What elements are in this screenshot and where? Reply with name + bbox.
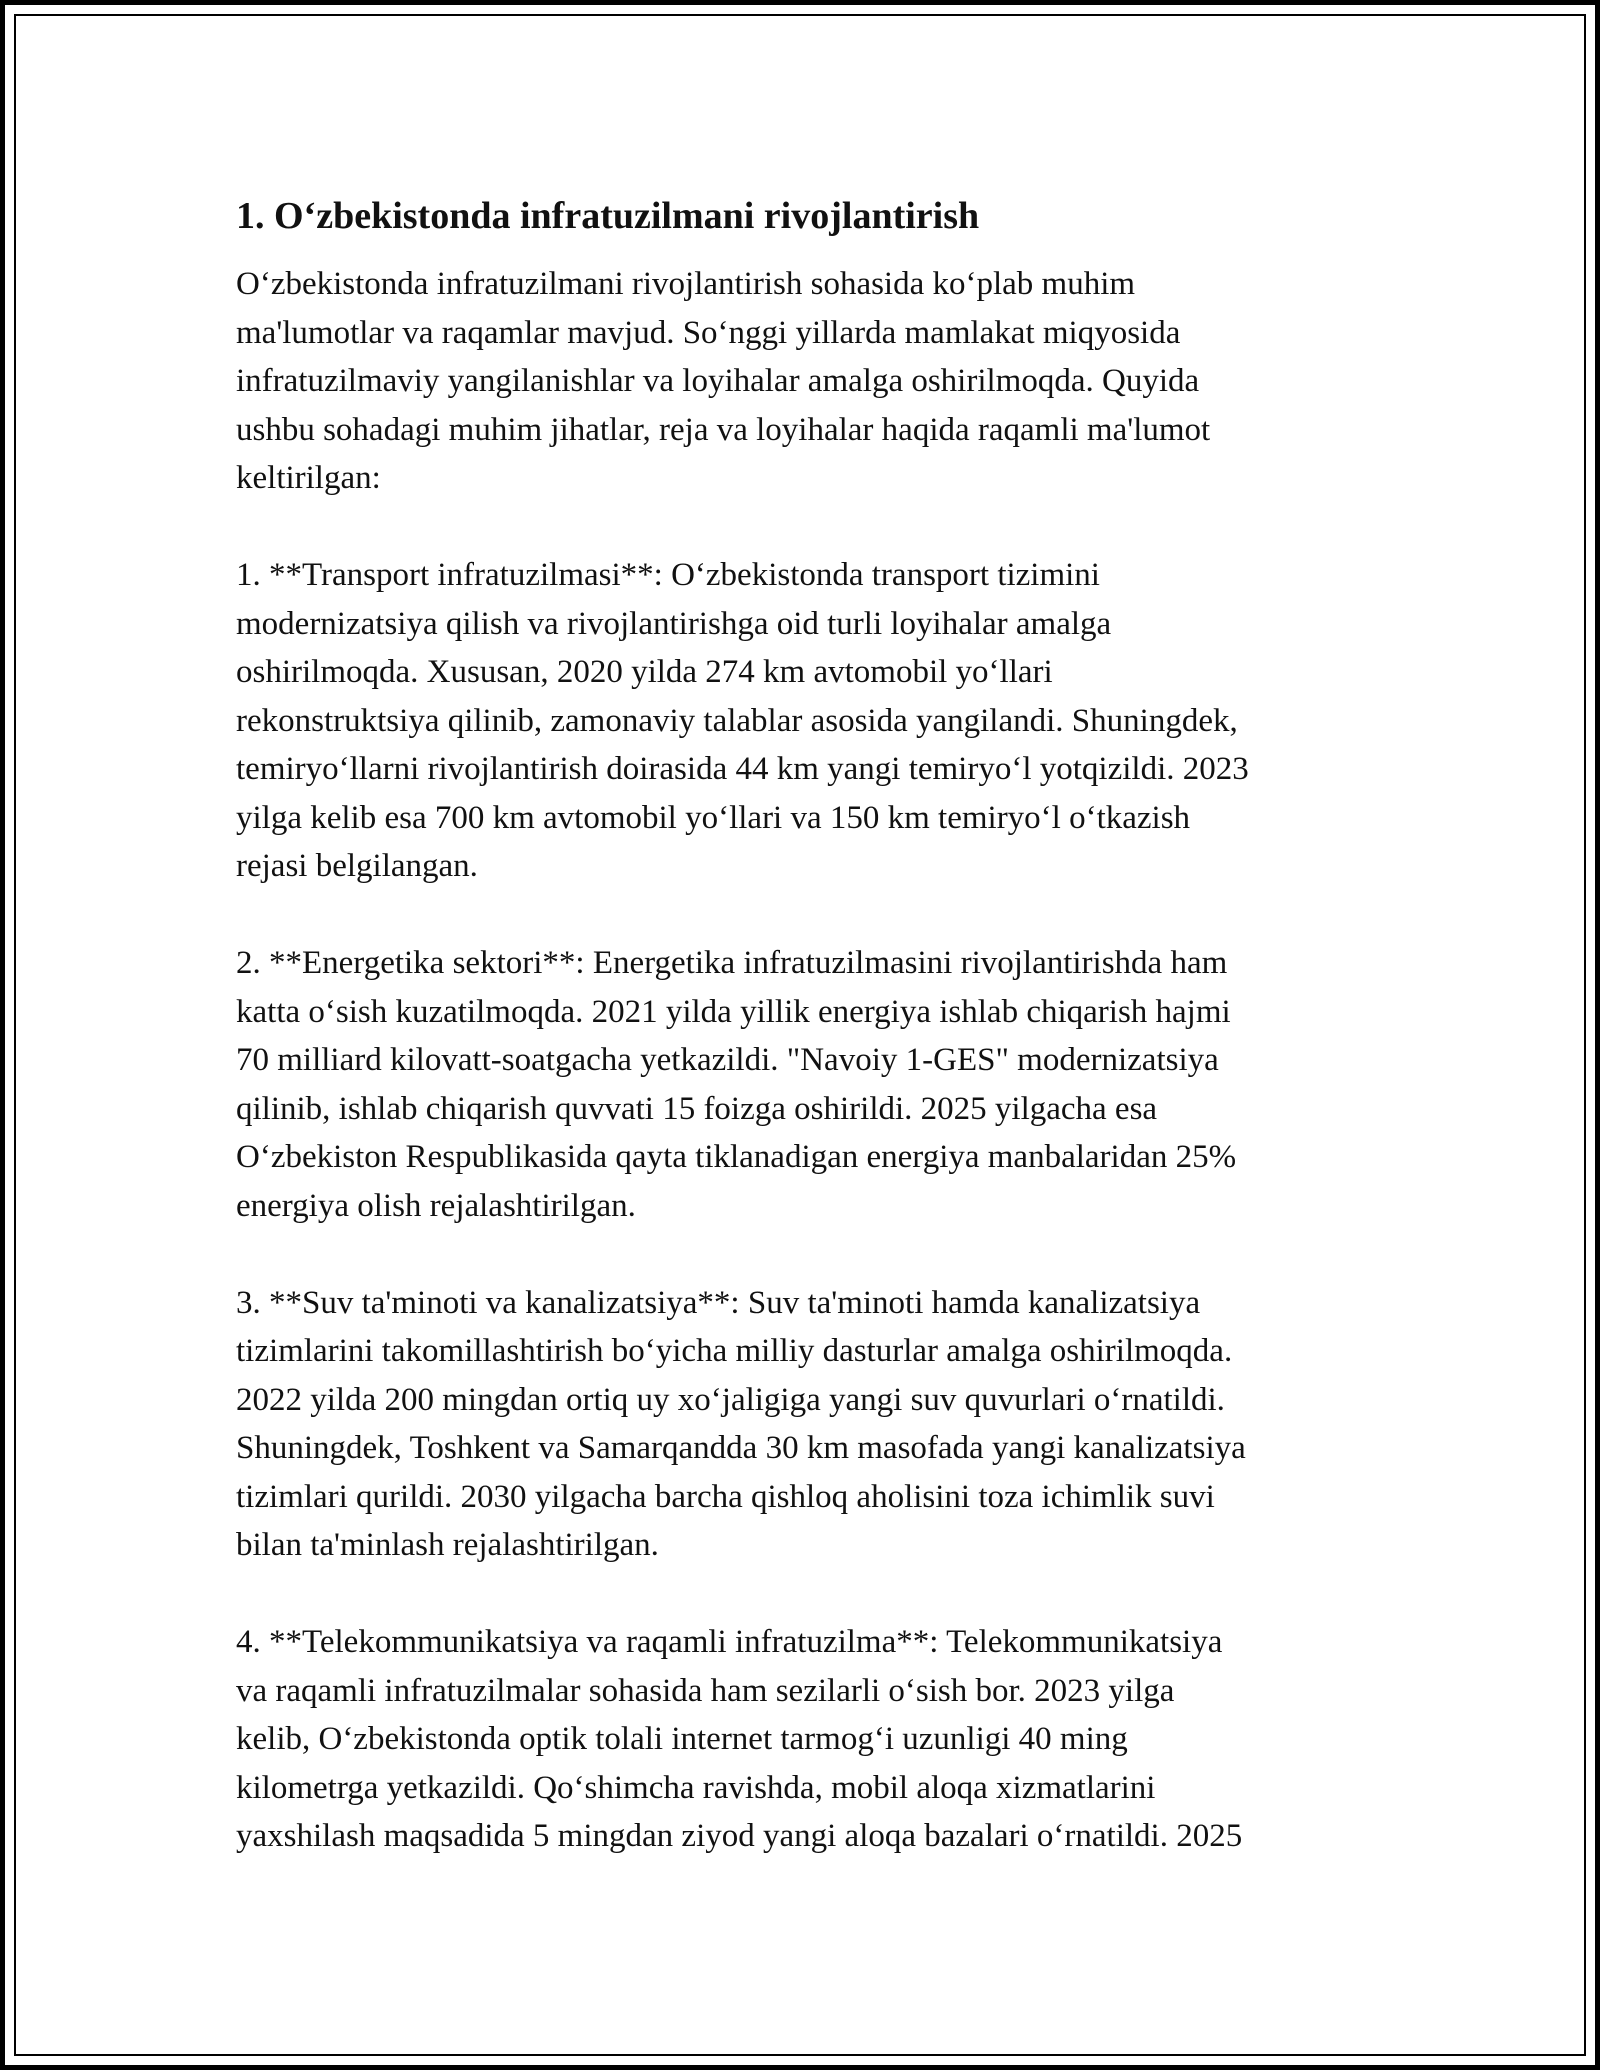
energy-paragraph: 2. **Energetika sektori**: Energetika infratuzilmasini rivojlantirishda ham katta o‘sish kuzatilmoqda. 2021 yilda yillik energiya ishlab chiqarish hajmi 70 milliard kilovatt-soatgacha yetkazildi. "Navoiy 1-GES" modernizatsiya qilinib, ishlab chiqarish quvvati 15 foizga oshirildi. 2025 yilgacha esa O‘zbekiston Respublikasida qayta tiklanadigan energiya manbalaridan 25% energiya olish rejalashtirilgan. — [236, 945, 1237, 1224]
intro-paragraph: O‘zbekistonda infratuzilmani rivojlantirish sohasida ko‘plab muhim ma'lumotlar va raqamlar mavjud. So‘nggi yillarda mamlakat miqyosida infratuzilmaviy yangilanishlar va loyihalar amalga oshirilmoqda. Quyida ushbu sohadagi muhim jihatlar, reja va loyihalar haqida raqamli ma'lumot keltirilgan: — [236, 266, 1211, 496]
water-paragraph: 3. **Suv ta'minoti va kanalizatsiya**: Suv ta'minoti hamda kanalizatsiya tizimlarini takomillashtirish bo‘yicha milliy dasturlar amalga oshirilmoqda. 2022 yilda 200 mingdan ortiq uy xo‘jaligiga yangi suv quvurlari o‘rnatildi. Shuningdek, Toshkent va Samarqandda 30 km masofada yangi kanalizatsiya tizimlari qurildi. 2030 yilgacha barcha qishloq aholisini toza ichimlik suvi bilan ta'minlash rejalashtirilgan. — [236, 1284, 1246, 1563]
transport-paragraph: 1. **Transport infratuzilmasi**: O‘zbekistonda transport tizimini modernizatsiya qilish va rivojlantirishga oid turli loyihalar amalga oshirilmoqda. Xususan, 2020 yilda 274 km avtomobil yo‘llari rekonstruktsiya qilinib, zamonaviy talablar asosida yangilandi. Shuningdek, temiryo‘llarni rivojlantirish doirasida 44 km yangi temiryo‘l yotqizildi. 2023 yilga kelib esa 700 km avtomobil yo‘llari va 150 km temiryo‘l o‘tkazish rejasi belgilangan. — [236, 557, 1249, 884]
document-body — [236, 180, 1366, 1909]
telecom-paragraph: 4. **Telekommunikatsiya va raqamli infratuzilma**: Telekommunikatsiya va raqamli infratuzilmalar sohasida ham sezilarli o‘sish bor. 2023 yilga kelib, O‘zbekistonda optik tolali internet tarmog‘i uzunligi 40 ming kilometrga yetkazildi. Qo‘shimcha ravishda, mobil aloqa xizmatlarini yaxshilash maqsadida 5 mingdan ziyod yangi aloqa bazalari o‘rnatildi. 2025 — [236, 1624, 1243, 1854]
document-heading: 1. O‘zbekistonda infratuzilmani rivojlantirish — [236, 195, 980, 237]
